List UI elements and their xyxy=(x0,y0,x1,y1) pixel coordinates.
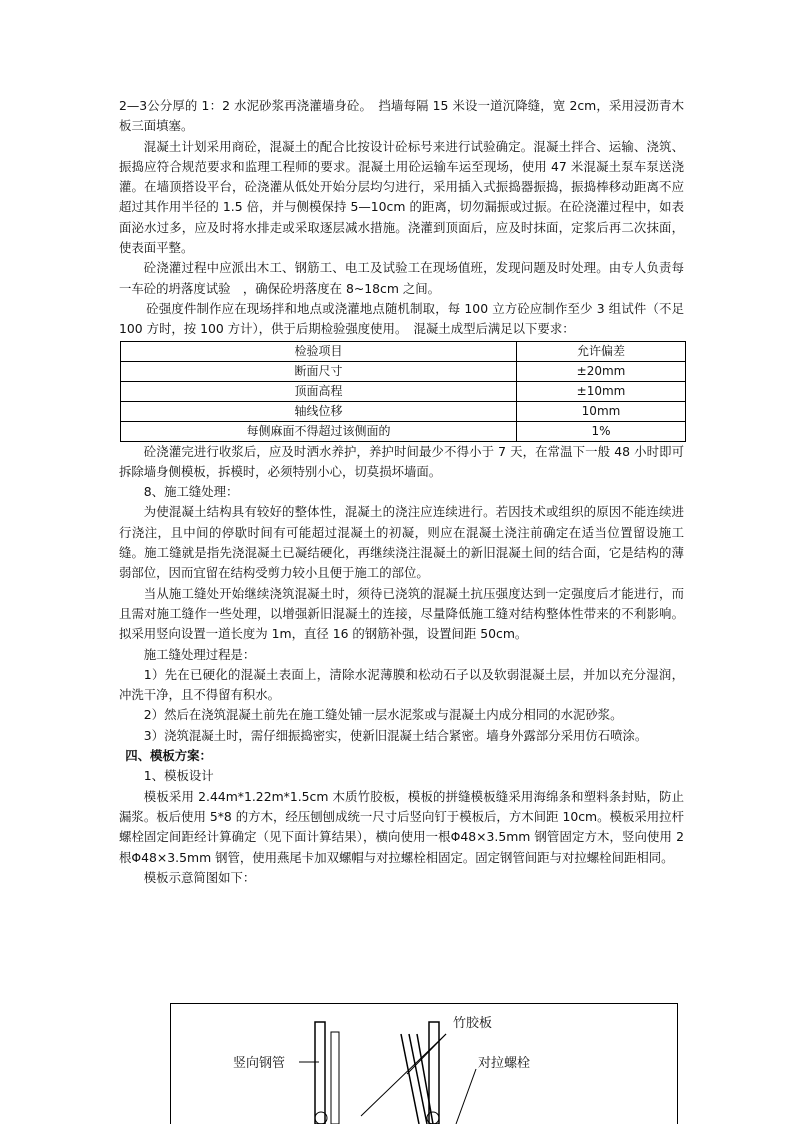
table-cell: 断面尺寸 xyxy=(121,361,517,381)
list-item-2: 2）然后在浇筑混凝土前先在施工缝处铺一层水泥浆或与混凝土内成分相同的水泥砂浆。 xyxy=(143,707,623,723)
table-row xyxy=(121,361,686,381)
paragraph-3: 砼浇灌过程中应派出木工、钢筋工、电工及试验工在现场值班，发现问题及时处理。由专人负责每一车砼的坍落度试验 ，确保砼坍落度在 8~18cm 之间。 xyxy=(119,260,684,296)
left-board-shape xyxy=(331,1032,339,1124)
paragraph-formwork: 模板采用 2.44m*1.22m*1.5cm 木质竹胶板，模板的拼缝模板缝采用海绵条和塑料条封贴，防止漏浆。板后使用 5*8 的方木，经压刨刨成统一尺寸后竖向钉于模板后，方木间距 10cm。模板采用拉杆螺栓固定间距经计算确定（见下面计算结果），横向使用一根Φ48×3.5mm 钢管固定方木，竖向使用 2 根Φ48×3.5mm 钢管，使用燕尾卡加双螺帽与对拉螺栓相固定。固定钢管间距与对拉螺栓间距相同。 xyxy=(119,788,684,865)
table-row xyxy=(121,421,686,441)
table-cell: 轴线位移 xyxy=(121,401,517,421)
paragraph-joints-process: 施工缝处理过程是： xyxy=(143,646,256,662)
left-pipe-shape xyxy=(315,1022,325,1124)
right-board-line xyxy=(401,1034,419,1124)
paragraph-4: 砼强度件制作应在现场拌和地点或浇灌地点随机制取，每 100 立方砼应制作至少 3 组试件（不足 100 方时，按 100 方计），供于后期检验强度使用。 混凝土成型后满足以下要求： xyxy=(119,300,684,337)
section-title-joints: 8、施工缝处理： xyxy=(143,484,239,500)
table-cell: ±10mm xyxy=(517,381,686,401)
table-cell: ±20mm xyxy=(517,361,686,381)
label-tie-bolt: 对拉螺栓 xyxy=(478,1056,531,1071)
paragraph-2: 混凝土计划采用商砼，混凝土的配合比按设计砼标号来进行试验确定。混凝土拌合、运输、浇筑、振捣应符合规范要求和监理工程师的要求。混凝土用砼运输车运至现场，使用 47 米混凝土泵车泵送浇灌。在墙顶搭设平台，砼浇灌从低处开始分层均匀进行，采用插入式振捣器振捣，振捣棒移动距离不应超过其作用半径的 1.5 倍，并与侧模保持 5—10cm 的距离，切勿漏振或过振。在砼浇灌过程中，如表面泌水过多，应及时将水排走或采取逐层减水措施。浇灌到顶面后，应及时抹面，定浆后再二次抹面，使表面平整。 xyxy=(119,138,684,256)
table-header-cell: 检验项目 xyxy=(121,341,517,361)
label-vertical-pipe: 竖向钢管 xyxy=(233,1056,286,1071)
table-header-row xyxy=(121,341,686,361)
paragraph-joints-2: 当从施工缝处开始继续浇筑混凝土时，须待已浇筑的混凝土抗压强度达到一定强度后才能进行，而且需对施工缝作一些处理，以增强新旧混凝土的连接，尽量降低施工缝对结构整体性带来的不利影响。拟采用竖向设置一道长度为 1m，直径 16 的钢筋补强，设置间距 50cm。 xyxy=(119,585,684,642)
tolerance-table xyxy=(120,341,686,442)
table-cell: 顶面高程 xyxy=(121,381,517,401)
table-row xyxy=(121,381,686,401)
table-row xyxy=(121,401,686,421)
table-cell: 10mm xyxy=(517,401,686,421)
label-bamboo-board: 竹胶板 xyxy=(453,1016,493,1031)
list-item-1: 1）先在已硬化的混凝土表面上，清除水泥薄膜和松动石子以及软弱混凝土层，并加以充分湿润，冲洗干净，且不得留有积水。 xyxy=(119,666,684,703)
table-header-cell: 允许偏差 xyxy=(517,341,686,361)
list-item-3: 3）浇筑混凝土时，需仔细振捣密实，使新旧混凝土结合紧密。墙身外露部分采用仿石喷涂。 xyxy=(143,727,648,743)
paragraph-curing: 砼浇灌完进行收浆后，应及时洒水养护，养护时间最少不得小于 7 天，在常温下一般 48 小时即可拆除墙身侧模板，拆模时，必须特别小心，切莫损坏墙面。 xyxy=(119,443,684,479)
paragraph-1: 2—3公分厚的 1：2 水泥砂浆再浇灌墙身砼。 挡墙每隔 15 米设一道沉降缝，宽 2cm，采用浸沥青木板三面填塞。 xyxy=(119,98,684,134)
document-body xyxy=(119,96,684,888)
paragraph-figure-intro: 模板示意简图如下： xyxy=(143,869,256,885)
table-cell: 每侧麻面不得超过该侧面的 xyxy=(121,421,517,441)
paragraph-joints-1: 为使混凝土结构具有较好的整体性，混凝土的浇注应连续进行。若因技术或组织的原因不能连续进行浇注，且中间的停歇时间有可能超过混凝土的初凝，则应在混凝土浇注前确定在适当位置留设施工缝。施工缝就是指先浇混凝土已凝结硬化，再继续浇注混凝土的新旧混凝土间的结合面，它是结构的薄弱部位，因而宜留在结构受剪力较小且便于施工的部位。 xyxy=(119,504,684,581)
bolt-leader-line xyxy=(456,1069,476,1124)
formwork-diagram xyxy=(170,1003,678,1124)
subsection-title-formwork-design: 1、模板设计 xyxy=(143,768,214,784)
section-heading-formwork: 四、模板方案： xyxy=(125,748,212,764)
table-cell: 1% xyxy=(517,421,686,441)
